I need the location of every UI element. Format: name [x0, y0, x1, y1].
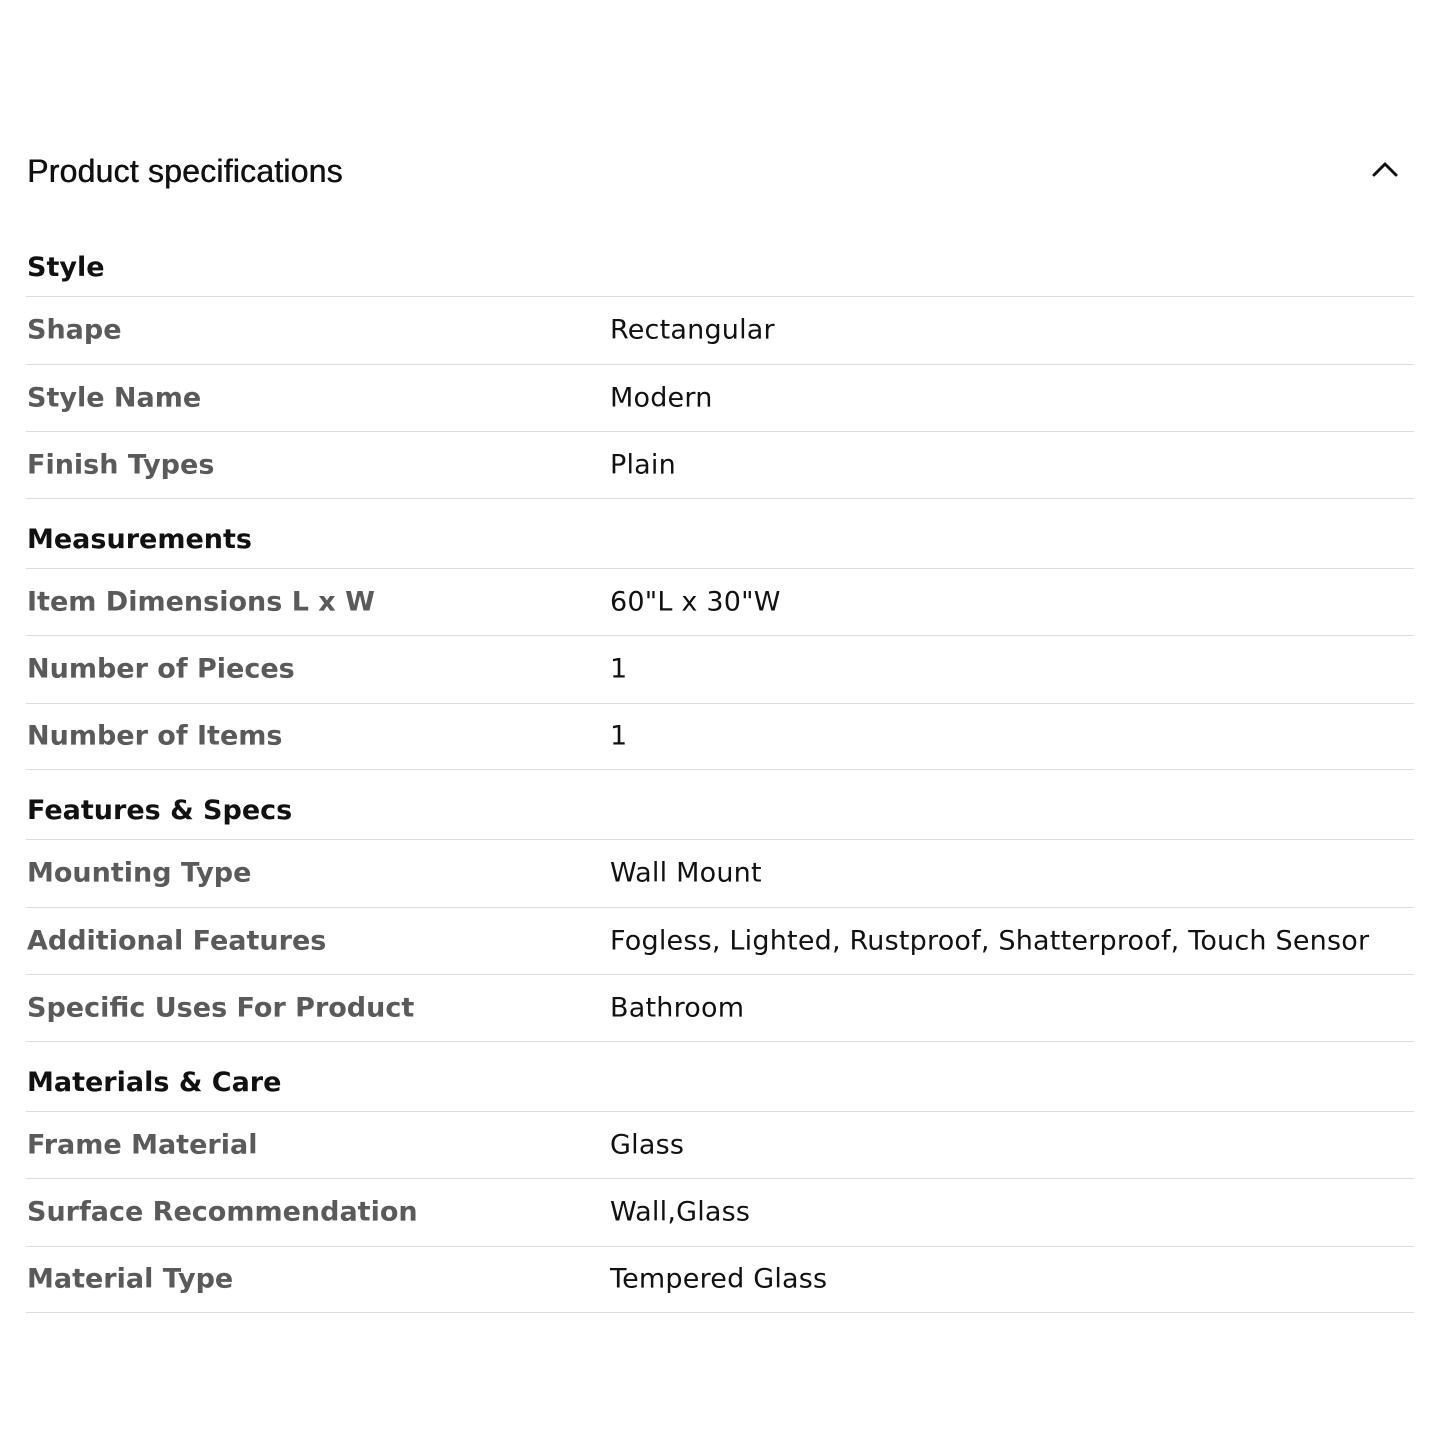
panel-header[interactable]: [26, 140, 1414, 210]
group-heading: [26, 1042, 1414, 1111]
spec-value: 1: [610, 720, 628, 752]
group-heading-label: Measurements: [27, 523, 252, 555]
group-heading: [26, 210, 1414, 296]
spec-group-features: [26, 770, 1414, 1042]
chevron-up-icon: [1371, 160, 1399, 178]
spec-value: Wall,Glass: [610, 1196, 751, 1228]
spec-label: Material Type: [27, 1263, 234, 1295]
spec-row: [26, 907, 1414, 975]
spec-value: 1: [610, 653, 628, 685]
spec-row: [26, 974, 1414, 1042]
spec-row: [26, 1178, 1414, 1246]
spec-row: [26, 296, 1414, 364]
spec-value: 60"L x 30"W: [610, 586, 781, 618]
spec-value: Bathroom: [610, 992, 745, 1024]
spec-label: Finish Types: [27, 449, 215, 481]
spec-label: Additional Features: [27, 925, 327, 957]
spec-value: Glass: [610, 1129, 685, 1161]
spec-value: Plain: [610, 449, 676, 481]
product-specifications-panel: [26, 140, 1414, 1313]
spec-value: Wall Mount: [610, 857, 762, 889]
spec-label: Surface Recommendation: [27, 1196, 418, 1228]
spec-label: Number of Items: [27, 720, 283, 752]
spec-group-measurements: [26, 499, 1414, 771]
spec-value: Tempered Glass: [610, 1263, 828, 1295]
spec-label: Frame Material: [27, 1129, 258, 1161]
panel-title: Product specifications: [27, 153, 343, 189]
spec-label: Specific Uses For Product: [27, 992, 415, 1024]
spec-row: [26, 1246, 1414, 1314]
spec-row: [26, 431, 1414, 499]
group-heading: [26, 499, 1414, 568]
spec-group-materials: [26, 1042, 1414, 1314]
spec-row: [26, 839, 1414, 907]
group-heading-label: Features & Specs: [27, 795, 293, 826]
spec-label: Mounting Type: [27, 857, 252, 889]
spec-row: [26, 568, 1414, 636]
spec-label: Number of Pieces: [27, 653, 295, 685]
group-heading: [26, 770, 1414, 839]
spec-value: Fogless, Lighted, Rustproof, Shatterproof, Touch Sensor: [610, 925, 1370, 957]
spec-row: [26, 1111, 1414, 1179]
group-heading-label: Materials & Care: [27, 1066, 282, 1098]
spec-value: Modern: [610, 382, 713, 414]
collapse-toggle-button[interactable]: [1370, 156, 1400, 182]
spec-group-style: [26, 210, 1414, 499]
spec-value: Rectangular: [610, 314, 775, 346]
spec-row: [26, 635, 1414, 703]
group-heading-label: Style: [27, 252, 105, 283]
spec-label: Shape: [27, 314, 122, 346]
spec-row: [26, 364, 1414, 432]
spec-label: Style Name: [27, 382, 202, 414]
spec-row: [26, 703, 1414, 771]
spec-label: Item Dimensions L x W: [27, 586, 375, 618]
